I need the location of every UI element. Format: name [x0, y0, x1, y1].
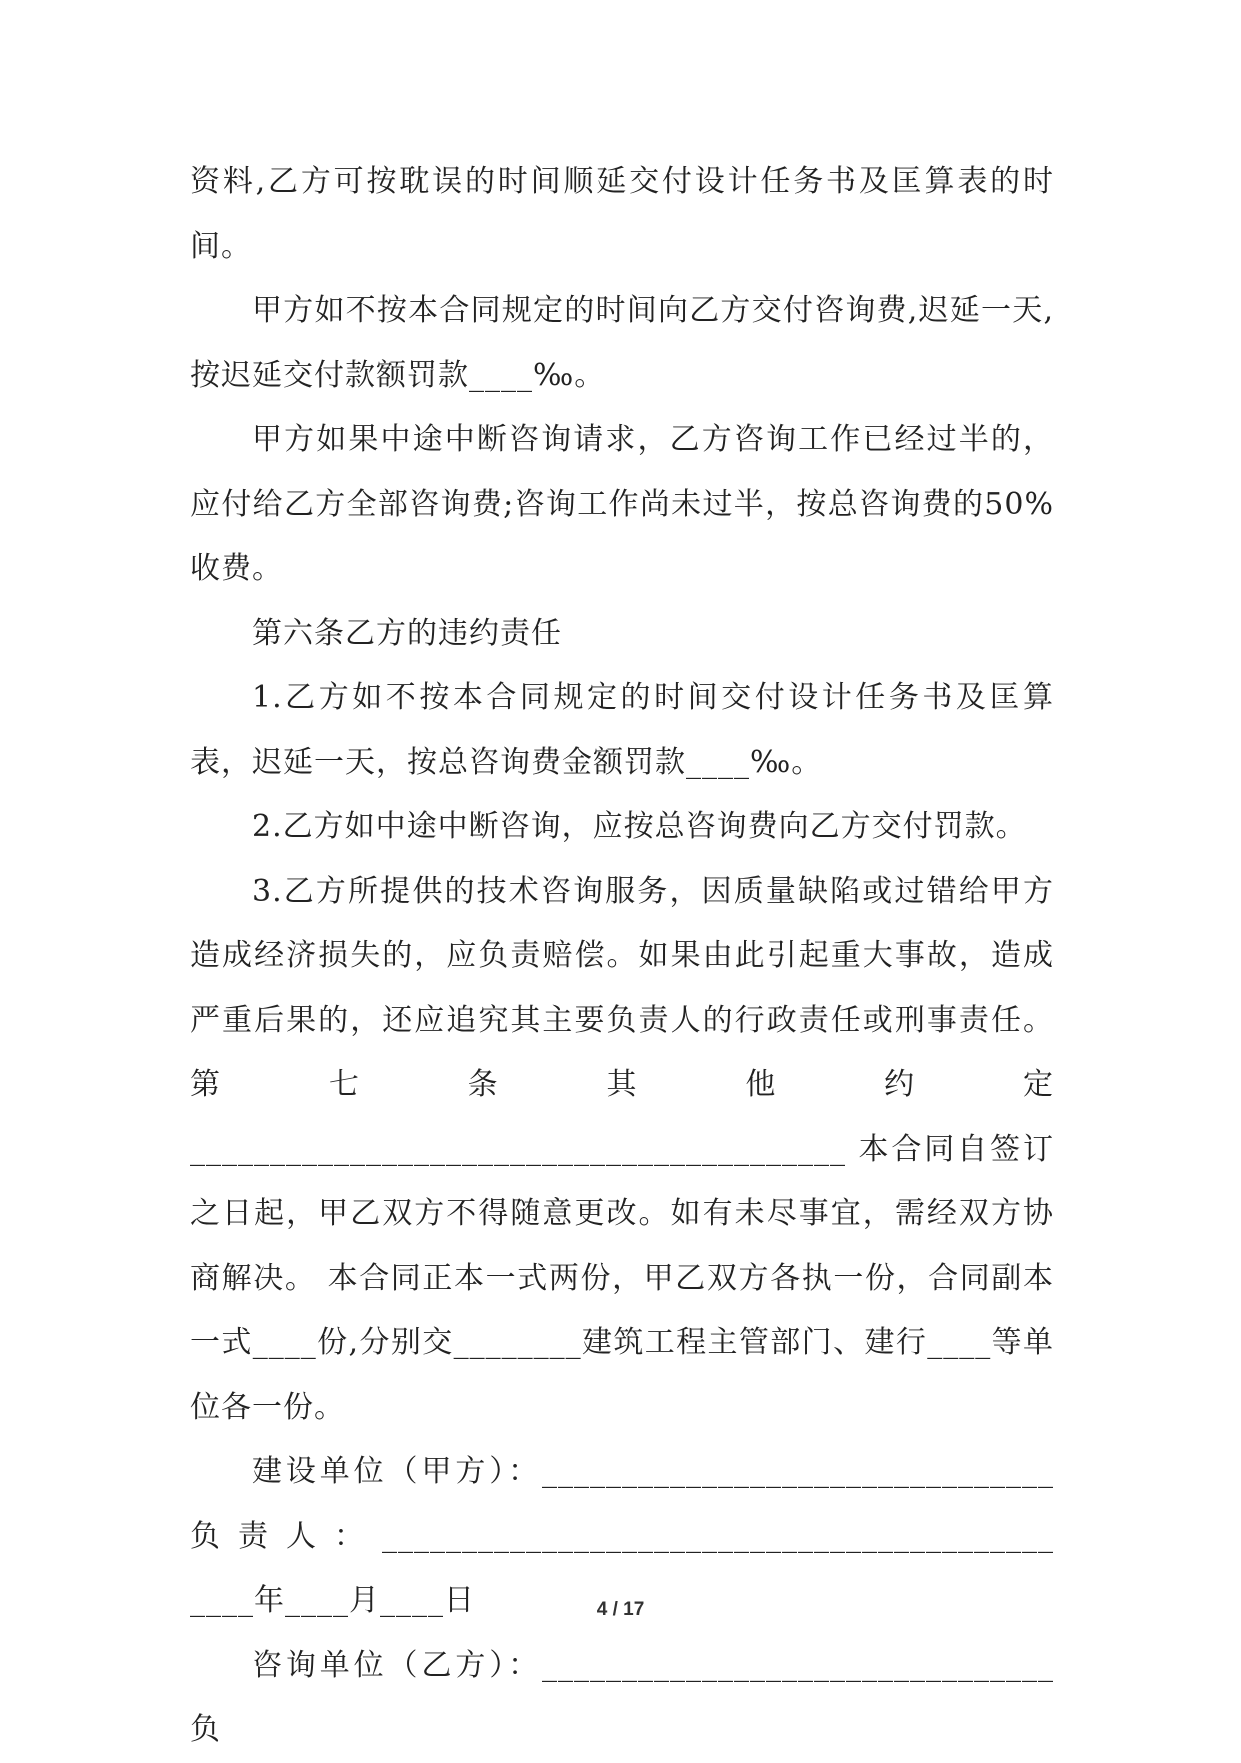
document-body: [190, 150, 1054, 1763]
paragraph-clause-2: 2.乙方如中途中断咨询，应按总咨询费向乙方交付罚款。: [252, 809, 1027, 844]
paragraph-party-a-late-fee: 甲方如不按本合同规定的时间向乙方交付咨询费,迟延一天,按迟延交付款额罚款____‰。: [190, 293, 1054, 393]
page-number: 4 / 17: [596, 1599, 645, 1620]
paragraph-party-a-interruption: 甲方如果中途中断咨询请求，乙方咨询工作已经过半的，应付给乙方全部咨询费;咨询工作尚未过半，按总咨询费的50%收费。: [190, 422, 1054, 586]
paragraph-clause-1: 1.乙方如不按本合同规定的时间交付设计任务书及匡算表，迟延一天，按总咨询费金额罚款____‰。: [190, 680, 1054, 780]
signature-block-party-b: 咨询单位（乙方）：________________________________ 负: [190, 1647, 1054, 1747]
section-heading-article-6: 第六条乙方的违约责任: [252, 615, 562, 651]
paragraph-delay-materials: 资料,乙方可按耽误的时间顺延交付设计任务书及匡算表的时间。: [190, 164, 1054, 264]
signature-block-party-a: 建设单位（甲方）：________________________________ 负责人：__________________________________________ ____年____月____日: [190, 1454, 1054, 1618]
paragraph-clause-3-and-other-terms: 3.乙方所提供的技术咨询服务，因质量缺陷或过错给甲方造成经济损失的，应负责赔偿。如果由此引起重大事故，造成严重后果的，还应追究其主要负责人的行政责任或刑事责任。 第七条其他约定_________________________________________ 本合同自签订之日起，甲乙双方不得随意更改。如有未尽事宜，需经双方协商解决。 本合同正本一式两份，甲乙双方各执一份，合同副本一式____份,分别交________建筑工程主管部门、建行____等单位各一份。: [190, 873, 1054, 1425]
